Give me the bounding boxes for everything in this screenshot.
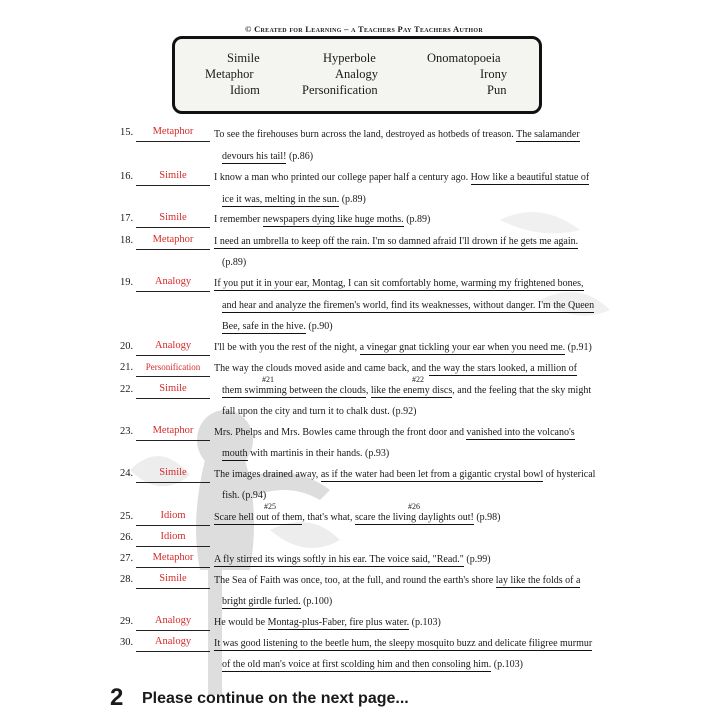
answer-text: Analogy [154, 340, 192, 351]
item-15-line-2: devours his tail! (p.86) [222, 151, 314, 162]
item-18-line-1: I need an umbrella to keep off the rain. I'm so damned afraid I'll drown if he gets me again. [214, 236, 579, 247]
item-number: 25. [120, 511, 134, 522]
marker-21: #21 [262, 375, 274, 384]
answer-text: Metaphor [152, 126, 194, 137]
answer-text: Personification [145, 362, 201, 372]
item-19-line-3: Bee, safe in the hive. (p.90) [222, 321, 333, 332]
item-number: 27. [120, 553, 134, 564]
answer-text: Metaphor [152, 425, 194, 436]
item-number: 18. [120, 235, 134, 246]
item-19-line-1: If you put it in your ear, Montag, I can sit comfortably home, warming my frightened bones, [214, 278, 584, 289]
page-number: 2 [110, 684, 124, 711]
answer-text: Metaphor [152, 234, 194, 245]
item-23-line-1: Mrs. Phelps and Mrs. Bowles came through the front door and vanished into the volcano's [214, 427, 575, 438]
marker-26: #26 [408, 502, 420, 511]
item-23-line-2: mouth with martinis in their hands. (p.93) [222, 448, 390, 459]
item-number: 26. [120, 532, 134, 543]
item-22-line-2: fall upon the city and turn it to chalk dust. (p.92) [222, 406, 417, 417]
word-bank-metaphor: Metaphor [205, 67, 254, 81]
item-20-line-1: I'll be with you the rest of the night, a vinegar gnat tickling your ear when you need me. (p.91) [214, 342, 592, 353]
item-21-line-1: The way the clouds moved aside and came back, and the way the stars looked, a million of [214, 363, 577, 374]
item-number: 28. [120, 574, 134, 585]
answer-text: Simile [159, 467, 187, 478]
marker-25: #25 [264, 502, 276, 511]
item-number: 23. [120, 426, 134, 437]
answer-text: Analogy [154, 615, 192, 626]
item-number: 22. [120, 384, 134, 395]
continue-note: Please continue on the next page... [142, 690, 409, 707]
item-22-line-1: them swimming between the clouds, like the enemy discs, and the feeling that the sky might [222, 385, 592, 396]
item-24-line-2: fish. (p.94) [222, 490, 267, 501]
answer-text: Metaphor [152, 552, 194, 563]
item-27-line-1: A fly stirred its wings softly in his ear. The voice said, "Read." (p.99) [214, 554, 491, 565]
item-number: 30. [120, 637, 134, 648]
word-bank-idiom: Idiom [230, 83, 260, 97]
answer-text: Analogy [154, 276, 192, 287]
word-bank-analogy: Analogy [335, 67, 379, 81]
answer-text: Simile [159, 170, 187, 181]
item-number: 17. [120, 213, 134, 224]
item-number: 16. [120, 171, 134, 182]
item-24-line-1: The images drained away, as if the water had been let from a gigantic crystal bowl of hysterical [214, 469, 596, 480]
item-28-line-1: The Sea of Faith was once, too, at the full, and round the earth's shore lay like the folds of a [214, 575, 581, 586]
item-16-line-2: ice it was, melting in the sun. (p.89) [222, 194, 366, 205]
answer-text: Simile [159, 212, 187, 223]
word-bank-pun: Pun [487, 83, 507, 97]
answer-text: Simile [159, 573, 187, 584]
word-bank-simile: Simile [227, 51, 260, 65]
answer-text: Analogy [154, 636, 192, 647]
item-30-line-1: It was good listening to the beetle hum, the sleepy mosquito buzz and delicate filigree murmur [214, 638, 593, 649]
copyright-header: © Created for Learning – a Teachers Pay Teachers Author [245, 24, 483, 34]
item-18-line-2: (p.89) [222, 257, 247, 268]
item-29-line-1: He would be Montag-plus-Faber, fire plus water. (p.103) [214, 617, 441, 628]
answer-text: Idiom [160, 531, 186, 542]
item-number: 15. [120, 127, 134, 138]
word-bank-personification: Personification [302, 83, 378, 97]
item-number: 29. [120, 616, 134, 627]
word-bank-hyperbole: Hyperbole [323, 51, 376, 65]
item-17-line-1: I remember newspapers dying like huge moths. (p.89) [214, 214, 431, 225]
watermark-figure-illustration [120, 400, 350, 700]
item-number: 24. [120, 468, 134, 479]
item-30-line-2: of the old man's voice at first scolding him and then consoling him. (p.103) [222, 659, 523, 670]
word-bank-box [172, 36, 542, 114]
answer-text: Idiom [160, 510, 186, 521]
item-number: 19. [120, 277, 134, 288]
item-16-line-1: I know a man who printed our college paper half a century ago. How like a beautiful statue of [214, 172, 590, 183]
item-number: 21. [120, 362, 134, 373]
word-bank-irony: Irony [480, 67, 508, 81]
item-number: 20. [120, 341, 134, 352]
word-bank-onomatopoeia: Onomatopoeia [427, 51, 501, 65]
item-28-line-2: bright girdle furled. (p.100) [222, 596, 333, 607]
item-15-line-1: To see the firehouses burn across the land, destroyed as hotbeds of treason. The salamander [214, 129, 580, 140]
item-19-line-2: and hear and analyze the firemen's world, find its weaknesses, without danger. I'm the Queen [222, 300, 595, 311]
item-25-line-1: Scare hell out of them, that's what, scare the living daylights out! (p.98) [214, 512, 501, 523]
answer-text: Simile [159, 383, 187, 394]
marker-22: #22 [412, 375, 424, 384]
